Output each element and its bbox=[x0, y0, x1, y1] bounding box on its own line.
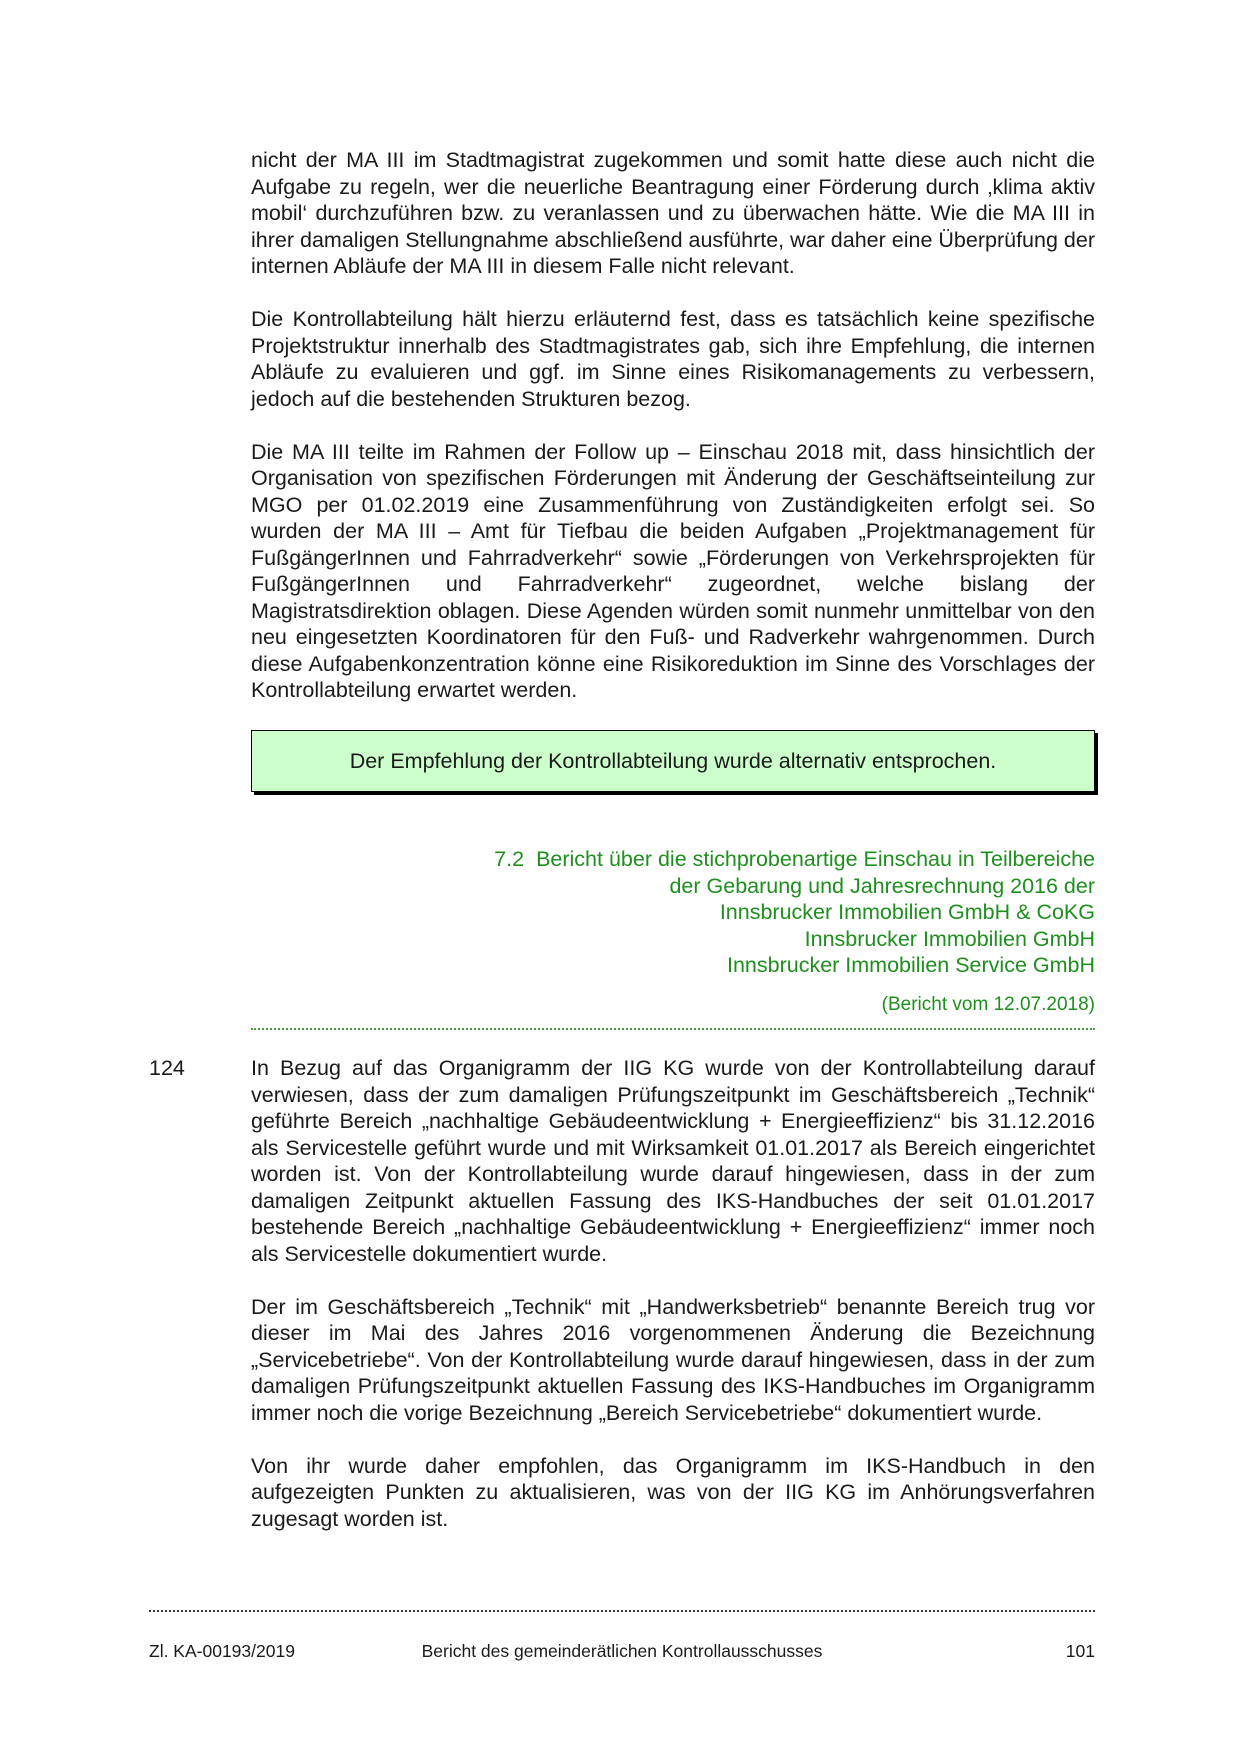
section-title-line: Innsbrucker Immobilien Service GmbH bbox=[726, 953, 1095, 977]
paragraph-recommendation: Von ihr wurde daher empfohlen, das Organigramm im IKS-Handbuch in den aufgezeigten Punkten zu aktualisieren, was von der IIG KG im Anhörungsverfahren zugesagt worden ist. bbox=[251, 1453, 1095, 1531]
paragraph-handwerksbetrieb: Der im Geschäftsbereich „Technik“ mit „Handwerksbetrieb“ benannte Bereich trug vor dieser im Mai des Jahres 2016 vorgenommenen Änderung die Bezeichnung „Servicebetriebe“. Von der Kontrollabteilung wurde darauf hingewiesen, dass in der zum damaligen Prüfungszeitpunkt aktuellen Fassung des IKS-Handbuches im Organigramm immer noch die vorige Bezeichnung „Bereich Servicebetriebe“ dokumentiert wurde. bbox=[251, 1294, 1095, 1425]
report-date: (Bericht vom 12.07.2018) bbox=[881, 994, 1095, 1015]
recommendation-result-text: Der Empfehlung der Kontrollabteilung wurde alternativ entsprochen. bbox=[349, 748, 997, 773]
section-title-line: Innsbrucker Immobilien GmbH bbox=[804, 926, 1095, 951]
paragraph-kontrollabteilung-note: Die Kontrollabteilung hält hierzu erläuternd fest, dass es tatsächlich keine spezifische Projektstruktur innerhalb des Stadtmagistrates gab, sich ihre Empfehlung, die internen Abläufe zu evaluieren und ggf. im Sinne eines Risikomanagements zu verbessern, jedoch auf die bestehenden Strukturen bezog. bbox=[251, 307, 1095, 411]
section-heading bbox=[251, 846, 1095, 979]
footer-reference: Zl. KA-00193/2019 bbox=[149, 1641, 295, 1661]
paragraph-continuation: nicht der MA III im Stadtmagistrat zugekommen und somit hatte diese auch nicht die Aufgabe zu regeln, wer die neuerliche Beantragung einer Förderung durch ‚klima aktiv mobil‘ durchzuführen bzw. zu veranlassen und zu überwachen hätte. Wie die MA III in ihrer damaligen Stellungnahme abschließend ausführte, war daher eine Überprüfung der internen Abläufe der MA III in diesem Falle nicht relevant. bbox=[251, 148, 1095, 278]
section-heading-line-1 bbox=[251, 846, 1095, 873]
footer-divider bbox=[149, 1610, 1095, 1612]
section-number: 7.2 bbox=[494, 847, 525, 871]
footer-title: Bericht des gemeinderätlichen Kontrollausschusses bbox=[421, 1641, 823, 1661]
page-number: 101 bbox=[1065, 1641, 1095, 1661]
section-title-line: der Gebarung und Jahresrechnung 2016 der bbox=[669, 873, 1095, 898]
paragraph-organigramm: In Bezug auf das Organigramm der IIG KG wurde von der Kontrollabteilung darauf verwiesen, dass der zum damaligen Prüfungszeitpunkt im Geschäftsbereich „Technik“ geführte Bereich „nachhaltige Gebäudeentwicklung + Energieeffizienz“ bis 31.12.2016 als Servicestelle geführt wurde und mit Wirksamkeit 01.01.2017 als Bereich eingerichtet worden ist. Von der Kontrollabteilung wurde darauf hingewiesen, dass in der zum damaligen Zeitpunkt aktuellen Fassung des IKS-Handbuches der seit 01.01.2017 bestehende Bereich „nachhaltige Gebäudeentwicklung + Energieeffizienz“ immer noch als Servicestelle dokumentiert wurde. bbox=[251, 1056, 1095, 1266]
top-text-block bbox=[251, 147, 1095, 704]
section-divider bbox=[251, 1028, 1095, 1030]
recommendation-result-box bbox=[251, 730, 1095, 792]
paragraph-follow-up: Die MA III teilte im Rahmen der Follow up – Einschau 2018 mit, dass hinsichtlich der Organisation von spezifischen Förderungen mit Änderung der Geschäftseinteilung zur MGO per 01.02.2019 eine Zusammenführung von Zuständigkeiten erfolgt sei. So wurden der MA III – Amt für Tiefbau die beiden Aufgaben „Projektmanagement für FußgängerInnen und Fahrradverkehr“ sowie „Förderungen von Verkehrsprojekten für FußgängerInnen und Fahrradverkehr“ zugeordnet, welche bislang der Magistratsdirektion oblagen. Diese Agenden würden somit nunmehr unmittelbar von den neu eingesetzten Koordinatoren für den Fuß- und Radverkehr wahrgenommen. Durch diese Aufgabenkonzentration könne eine Risikoreduktion im Sinne des Vorschlages der Kontrollabteilung erwartet werden. bbox=[251, 439, 1095, 702]
paragraph-number: 124 bbox=[149, 1056, 185, 1080]
section-title-line: Innsbrucker Immobilien GmbH & CoKG bbox=[719, 900, 1095, 924]
section-title-line: Bericht über die stichprobenartige Einschau in Teilbereiche bbox=[536, 847, 1095, 871]
section-text-block bbox=[251, 1055, 1095, 1532]
